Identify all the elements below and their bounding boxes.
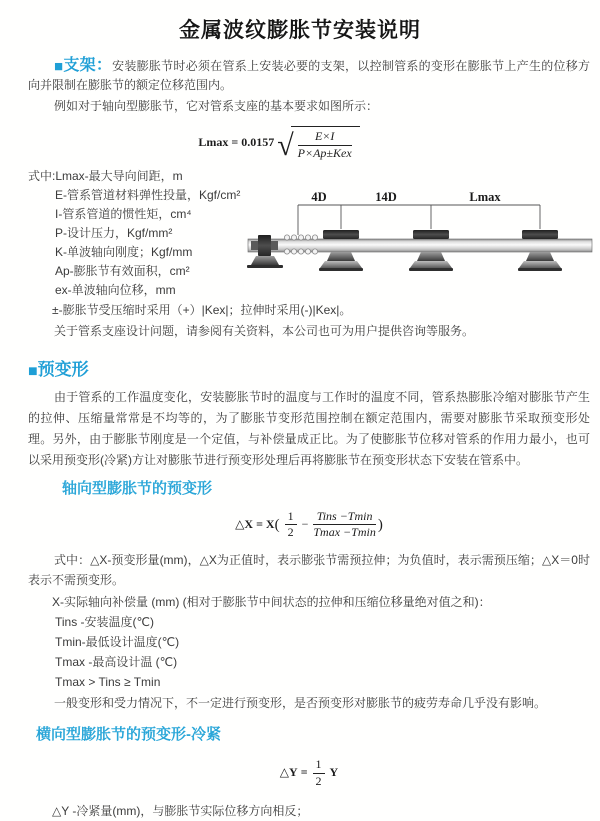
definition-line: ex-单波轴向位移，mm [55, 282, 176, 297]
formula-dx-equals: = [256, 516, 263, 531]
predeform-header-label: 预变形 [37, 359, 89, 379]
formula-dx-lhs: △X [235, 516, 254, 531]
predeform-paragraph: 由于管系的工作温度变化，安装膨胀节时的温度与工作时的温度不同，管系热膨胀冷缩对膨胀节产生的拉伸、压缩量常常是不均等的，为了膨胀节变形范围控制在额定范围内，需要对膨胀节采取预变形处理。另外，由于膨胀节刚度是一个定值，与补偿量成正比。为了使膨胀节位移对管系的作用力最小，也可以采用预变形(冷紧)方让对膨胀节进行预变形处理后再将膨胀节在预变形状态下安装在管系中。 [28, 389, 590, 467]
dim-label-14d: 14D [375, 189, 397, 204]
lateral-predeform-heading: 横向型膨胀节的预变形-冷紧 [36, 726, 221, 744]
fraction-temperature [311, 510, 377, 541]
formula-dy-lhs: △Y [279, 765, 298, 780]
definition-line: I-管系管道的惯性矩，cm⁴ [55, 206, 192, 221]
fraction-denominator: Tmax −Tmin [313, 525, 376, 540]
definition-line: P-设计压力，Kgf/mm² [55, 225, 173, 240]
temp-definition-line: Tins -安装温度(℃) [55, 615, 155, 630]
temp-definition-line: Tmax -最高设计温 (℃) [55, 655, 178, 670]
formula-lmax-lhs: Lmax [198, 135, 229, 150]
fraction-half [283, 510, 299, 541]
definition-line: 式中:Lmax-最大导向间距，m [28, 168, 183, 183]
fraction-numerator: 1 [313, 758, 325, 774]
square-bullet-icon: ■ [28, 362, 38, 380]
support-example-line: 例如对于轴向型膨胀节，它对管系支座的基本要求如图所示： [54, 99, 379, 113]
square-bullet-icon: ■ [54, 58, 64, 75]
axial-explain-paragraph: 式中：△X-预变形量(mm)，△X为正值时，表示膨张节需预拉伸；为负值时，表示需预压缩；△X＝0时表示不需预变形。 [28, 553, 590, 588]
definition-line: E-管系管道材料弹性投量，Kgf/cm² [55, 187, 241, 202]
symbol-definitions [28, 167, 244, 300]
support-intro-text: 安装膨胀节时必须在管系上安装必要的支架，以控制管系的变形在膨胀节上产生的位移方向并限制在膨胀节的额定位移范围内。 [28, 59, 590, 92]
formula-dy-equals: = [300, 765, 308, 780]
formula-lmax [28, 126, 530, 161]
fraction-numerator: E×I [298, 130, 352, 146]
definitions-and-diagram [28, 167, 590, 300]
definition-line: Ap-膨胀节有效面积，cm² [55, 263, 190, 278]
open-paren: ( [274, 516, 280, 533]
formula-delta-y [28, 758, 590, 789]
fraction-half [311, 758, 327, 789]
fraction-denominator: P×Ap±Kex [297, 145, 352, 160]
definition-line: K-单波轴向刚度；Kgf/mm [55, 244, 193, 259]
radicand [291, 126, 360, 161]
dim-label-lmax: Lmax [469, 189, 501, 204]
x-definition-line: X-实际轴向补偿量 (mm) (相对于膨胀节中间状态的拉伸和压缩位移量绝对值之和)： [52, 595, 491, 610]
radical-expression [277, 126, 359, 161]
temp-definition-line: Tmin-最低设计温度(℃) [55, 635, 180, 650]
section-header-predeform [28, 355, 590, 381]
fraction-numerator: 1 [285, 510, 297, 526]
temp-inequality-line: Tmax > Tins ≥ Tmin [55, 675, 161, 690]
support-intro-paragraph [28, 56, 590, 95]
minus-operator: − [301, 516, 309, 531]
formula-lmax-coefficient: 0.0157 [241, 135, 275, 150]
close-paren: ) [377, 516, 383, 533]
fraction-numerator: Tins −Tmin [313, 510, 375, 526]
axial-note-line: 一般变形和受力情况下，不一定进行预变形，是否预变形对膨胀节的疲劳寿命几乎没有影响。 [54, 696, 547, 711]
formula-dx-factor: X [265, 516, 275, 531]
definition-line-plusminus: ±-膨胀节受压缩时采用（+）|Kex|；拉伸时采用(-)|Kex|。 [52, 302, 352, 317]
radical-sign-icon: √ [277, 129, 294, 163]
dim-label-4d: 4D [311, 189, 327, 204]
formula-delta-x [28, 510, 590, 541]
pipe-support-diagram [244, 189, 596, 289]
fraction-denominator: 2 [315, 773, 322, 788]
fraction [296, 130, 354, 161]
formula-lmax-equals: = [231, 135, 239, 150]
formula-dy-rhs: Y [329, 765, 339, 780]
consult-line: 关于管系支座设计问题，请参阅有关资料，本公司也可为用户提供咨询等服务。 [54, 323, 475, 338]
axial-predeform-heading: 轴向型膨胀节的预变形 [62, 479, 213, 497]
page-title: 金属波纹膨胀节安装说明 [179, 19, 421, 42]
fraction-denominator: 2 [287, 525, 294, 540]
y-definition-line: △Y -冷紧量(mm)，与膨胀节实际位移方向相反； [52, 803, 309, 818]
section-header-support: 支架： [63, 57, 113, 74]
